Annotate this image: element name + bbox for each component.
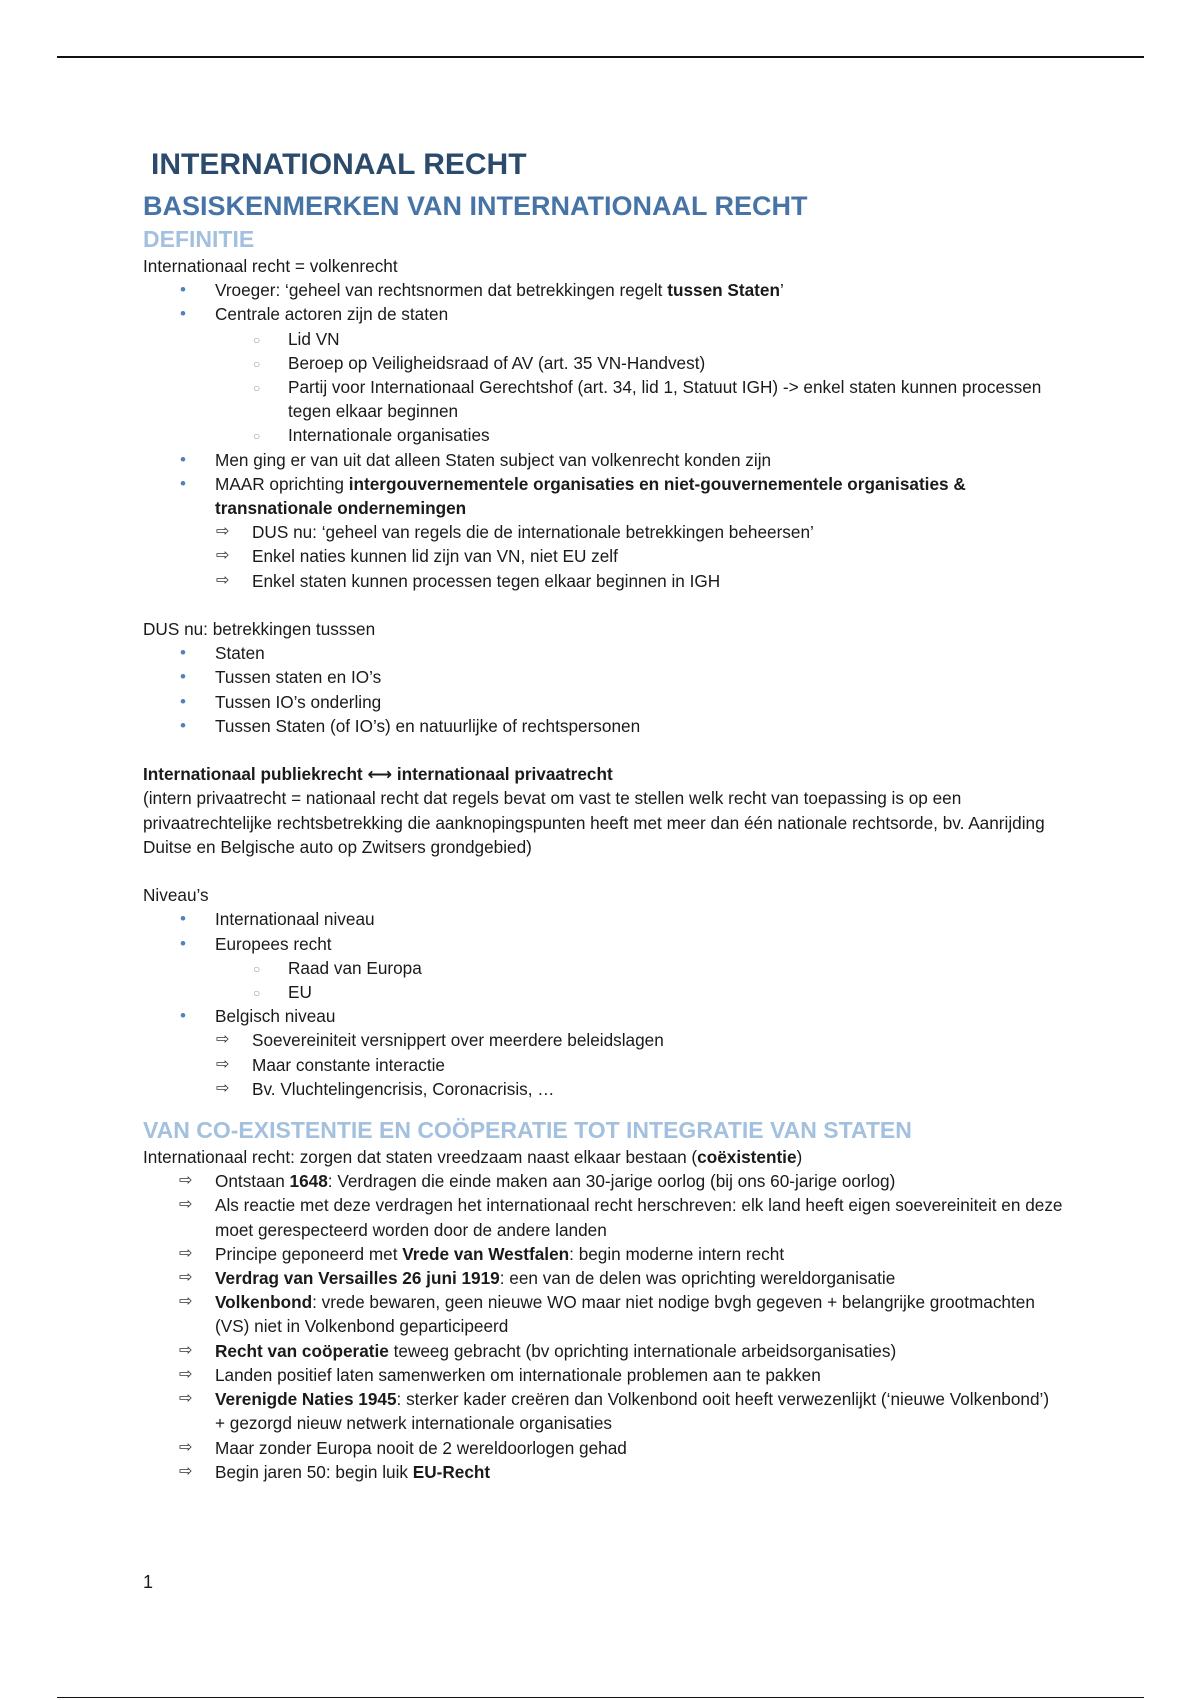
history-arrow-list (143, 1169, 1063, 1484)
list-item: • Men ging er van uit dat alleen Staten subject van volkenrecht konden zijn (143, 448, 1063, 472)
section-heading-basiskenmerken: BASISKENMERKEN VAN INTERNATIONAAL RECHT (143, 191, 808, 221)
list-item: ⇨ DUS nu: ‘geheel van regels die de internationale betrekkingen beheersen’ (143, 520, 1063, 544)
list-item: ○ EU (143, 980, 1063, 1004)
header-rule (57, 56, 1144, 58)
definition-intro: Internationaal recht = volkenrecht (143, 256, 398, 276)
list-item: ⇨ Soevereiniteit versnippert over meerdere beleidslagen (143, 1028, 1063, 1052)
definition-list (143, 278, 1063, 326)
actors-sublist (143, 327, 1063, 448)
niveaus-list-cont (143, 1004, 1063, 1028)
list-item: ⇨ Landen positief laten samenwerken om internationale problemen aan te pakken (143, 1363, 1063, 1387)
list-item: ⇨ Als reactie met deze verdragen het internationaal recht herschreven: elk land heeft eigen soevereiniteit en deze moet gerespecteerd worden door de andere landen (143, 1193, 1063, 1241)
list-item: ○ Partij voor Internationaal Gerechtshof (art. 34, lid 1, Statuut IGH) -> enkel staten kunnen processen tegen elkaar beginnen (143, 375, 1063, 423)
list-item: ⇨ Recht van coöperatie teweeg gebracht (bv oprichting internationale arbeidsorganisaties) (143, 1339, 1063, 1363)
list-item: ⇨ Enkel staten kunnen processen tegen elkaar beginnen in IGH (143, 569, 1063, 593)
niveaus-list (143, 907, 1063, 955)
list-item: • Vroeger: ‘geheel van rechtsnormen dat betrekkingen regelt tussen Staten’ (143, 278, 1063, 302)
page-number: 1 (143, 1572, 154, 1592)
list-item: ⇨ Verenigde Naties 1945: sterker kader creëren dan Volkenbond ooit heeft verwezenlijkt (‘nieuwe Volkenbond’) + gezorgd nieuw netwerk internationale organisaties (143, 1387, 1063, 1435)
list-item: ⇨ Volkenbond: vrede bewaren, geen nieuwe WO maar niet nodige bvgh gegeven + belangrijke grootmachten (VS) niet in Volkenbond geparticipeerd (143, 1290, 1063, 1338)
document-body (143, 146, 1063, 1484)
list-item: • Europees recht (143, 932, 1063, 956)
list-item: ⇨ Begin jaren 50: begin luik EU-Recht (143, 1460, 1063, 1484)
definition-list-cont (143, 448, 1063, 521)
list-item: ⇨ Maar zonder Europa nooit de 2 wereldoorlogen gehad (143, 1436, 1063, 1460)
document-title: INTERNATIONAAL RECHT (151, 148, 527, 181)
betrekkingen-list (143, 641, 1063, 738)
arrow-list (143, 520, 1063, 593)
list-item: • MAAR oprichting intergouvernementele organisaties en niet-gouvernementele organisaties & transnationale ondernemingen (143, 472, 1063, 520)
list-item: • Centrale actoren zijn de staten (143, 302, 1063, 326)
belgisch-arrow-list (143, 1028, 1063, 1101)
list-item: • Tussen staten en IO’s (143, 665, 1063, 689)
coexistentie-intro: Internationaal recht: zorgen dat staten vreedzaam naast elkaar bestaan (coëxistentie) (143, 1147, 803, 1168)
list-item: • Belgisch niveau (143, 1004, 1063, 1028)
list-item: ○ Beroep op Veiligheidsraad of AV (art. 35 VN-Handvest) (143, 351, 1063, 375)
list-item: ○ Lid VN (143, 327, 1063, 351)
list-item: ⇨ Maar constante interactie (143, 1053, 1063, 1077)
list-item: ⇨ Ontstaan 1648: Verdragen die einde maken aan 30-jarige oorlog (bij ons 60-jarige oorlog) (143, 1169, 1063, 1193)
publiek-privaat-heading: Internationaal publiekrecht ⟷ internationaal privaatrecht (143, 764, 613, 785)
list-item: ⇨ Bv. Vluchtelingencrisis, Coronacrisis, … (143, 1077, 1063, 1101)
list-item: ⇨ Principe geponeerd met Vrede van Westfalen: begin moderne intern recht (143, 1242, 1063, 1266)
list-item: • Tussen IO’s onderling (143, 690, 1063, 714)
list-item: ⇨ Verdrag van Versailles 26 juni 1919: een van de delen was oprichting wereldorganisatie (143, 1266, 1063, 1290)
publiek-privaat-text: (intern privaatrecht = nationaal recht dat regels bevat om vast te stellen welk recht van toepassing is op een privaatrechtelijke rechtsbetrekking die aanknopingspunten heeft met meer dan één nationale rechtsorde, bv. Aanrijding Duitse en Belgische auto op Zwitsers grondgebied) (143, 788, 1045, 857)
list-item: • Staten (143, 641, 1063, 665)
list-item: • Tussen Staten (of IO’s) en natuurlijke of rechtspersonen (143, 714, 1063, 738)
list-item: ○ Internationale organisaties (143, 423, 1063, 447)
subheading-coexistentie: VAN CO-EXISTENTIE EN COÖPERATIE TOT INTEGRATIE VAN STATEN (143, 1117, 912, 1144)
dus-intro: DUS nu: betrekkingen tusssen (143, 619, 376, 640)
list-item: • Internationaal niveau (143, 907, 1063, 931)
list-item: ○ Raad van Europa (143, 956, 1063, 980)
europees-sublist (143, 956, 1063, 1004)
niveaus-intro: Niveau’s (143, 885, 209, 906)
list-item: ⇨ Enkel naties kunnen lid zijn van VN, niet EU zelf (143, 544, 1063, 568)
footer-rule (57, 1697, 1144, 1698)
subheading-definitie: DEFINITIE (143, 226, 255, 252)
